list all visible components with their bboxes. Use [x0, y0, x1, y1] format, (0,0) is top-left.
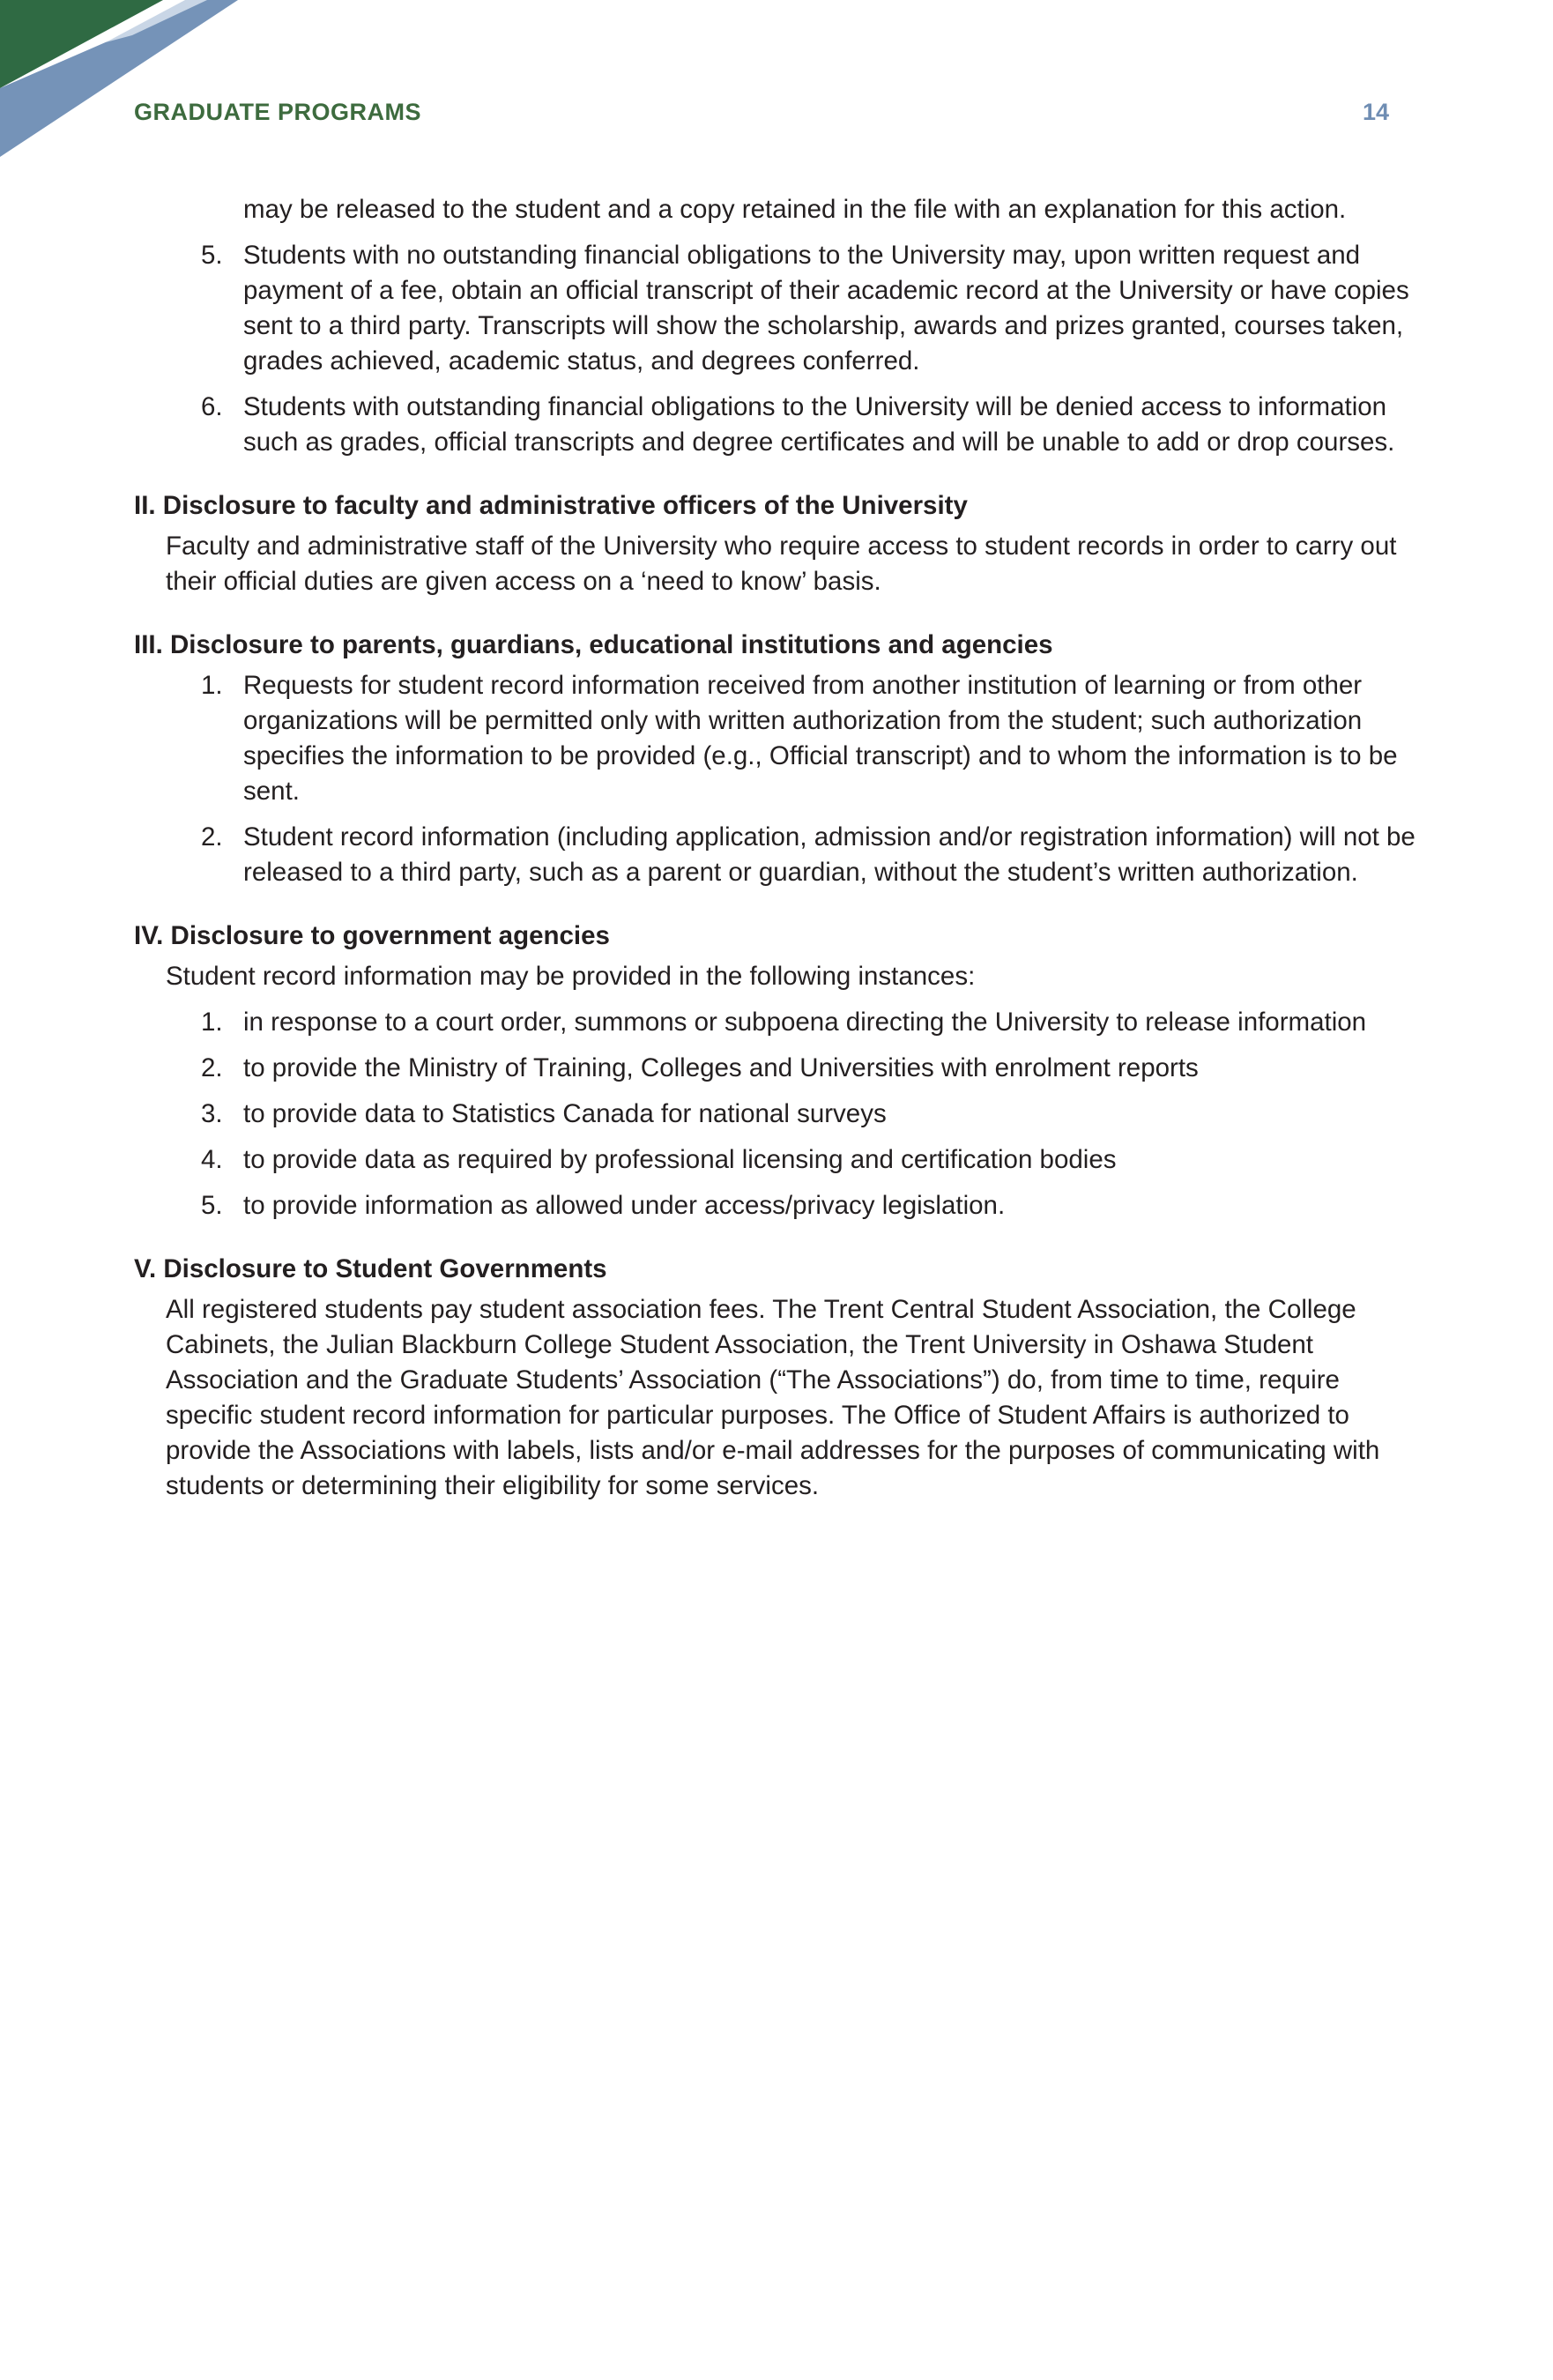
section-iv-intro: Student record information may be provided in the following instances:	[166, 962, 976, 991]
section-heading-iii: III. Disclosure to parents, guardians, educational institutions and agencies	[134, 630, 1053, 659]
running-header: GRADUATE PROGRAMS	[134, 99, 422, 125]
list-item-text: to provide data as required by professional licensing and certification bodies	[243, 1145, 1117, 1174]
list-number: 2.	[201, 822, 223, 852]
list-item	[134, 1097, 1421, 1132]
section-iv-list	[134, 1005, 1421, 1223]
corner-decoration	[0, 0, 264, 167]
continued-paragraph: may be released to the student and a copy retained in the file with an explanation for this action.	[243, 195, 1347, 224]
section-heading-iv: IV. Disclosure to government agencies	[134, 921, 610, 950]
list-item	[134, 1188, 1421, 1223]
list-item	[134, 668, 1421, 809]
list-item	[134, 1142, 1421, 1178]
list-number: 5.	[201, 241, 223, 270]
section-v-body: All registered students pay student association fees. The Trent Central Student Association, the College Cabinets, the Julian Blackburn College Student Association, the Trent University in Oshawa Student Association and the Graduate Students’ Association (“The Associations”) do, from time to time, require specific student record information for particular purposes. The Office of Student Affairs is authorized to provide the Associations with labels, lists and/or e-mail addresses for the purposes of communicating with students or determining their eligibility for some services.	[166, 1295, 1380, 1500]
list-number: 3.	[201, 1099, 223, 1128]
list-number: 1.	[201, 1008, 223, 1037]
section-heading-v: V. Disclosure to Student Governments	[134, 1254, 607, 1283]
section-heading-ii: II. Disclosure to faculty and administrative officers of the University	[134, 491, 968, 520]
list-item-text: in response to a court order, summons or subpoena directing the University to release information	[243, 1008, 1367, 1037]
list-item	[134, 1005, 1421, 1040]
list-item-text: Students with outstanding financial obligations to the University will be denied access to information such as grades, official transcripts and degree certificates and will be unable to add or drop courses.	[243, 392, 1395, 457]
page-number: 14	[1362, 99, 1389, 125]
list-number: 2.	[201, 1053, 223, 1082]
list-item-text: to provide information as allowed under access/privacy legislation.	[243, 1191, 1006, 1220]
list-number: 1.	[201, 671, 223, 700]
list-number: 4.	[201, 1145, 223, 1174]
section-iii-list	[134, 668, 1421, 890]
list-item-text: Requests for student record information received from another institution of learning or from other organizations will be permitted only with written authorization from the student; such authorization specifies the information to be provided (e.g., Official transcript) and to whom the information is to be sent.	[243, 671, 1398, 806]
list-item-text: to provide data to Statistics Canada for national surveys	[243, 1099, 887, 1128]
section-ii-body: Faculty and administrative staff of the University who require access to student records in order to carry out their official duties are given access on a ‘need to know’ basis.	[166, 532, 1397, 596]
list-number: 5.	[201, 1191, 223, 1220]
document-body	[134, 192, 1421, 1514]
list-item	[134, 820, 1421, 890]
list-item-text: to provide the Ministry of Training, Colleges and Universities with enrolment reports	[243, 1053, 1199, 1082]
section-i-list	[134, 238, 1421, 460]
list-number: 6.	[201, 392, 223, 421]
list-item	[134, 238, 1421, 379]
list-item	[134, 390, 1421, 460]
list-item-text: Students with no outstanding financial obligations to the University may, upon written request and payment of a fee, obtain an official transcript of their academic record at the University or have copies sent to a third party. Transcripts will show the scholarship, awards and prizes granted, courses taken, grades achieved, academic status, and degrees conferred.	[243, 241, 1409, 376]
list-item-text: Student record information (including application, admission and/or registration information) will not be released to a third party, such as a parent or guardian, without the student’s written authorization.	[243, 822, 1416, 887]
list-item	[134, 1051, 1421, 1086]
